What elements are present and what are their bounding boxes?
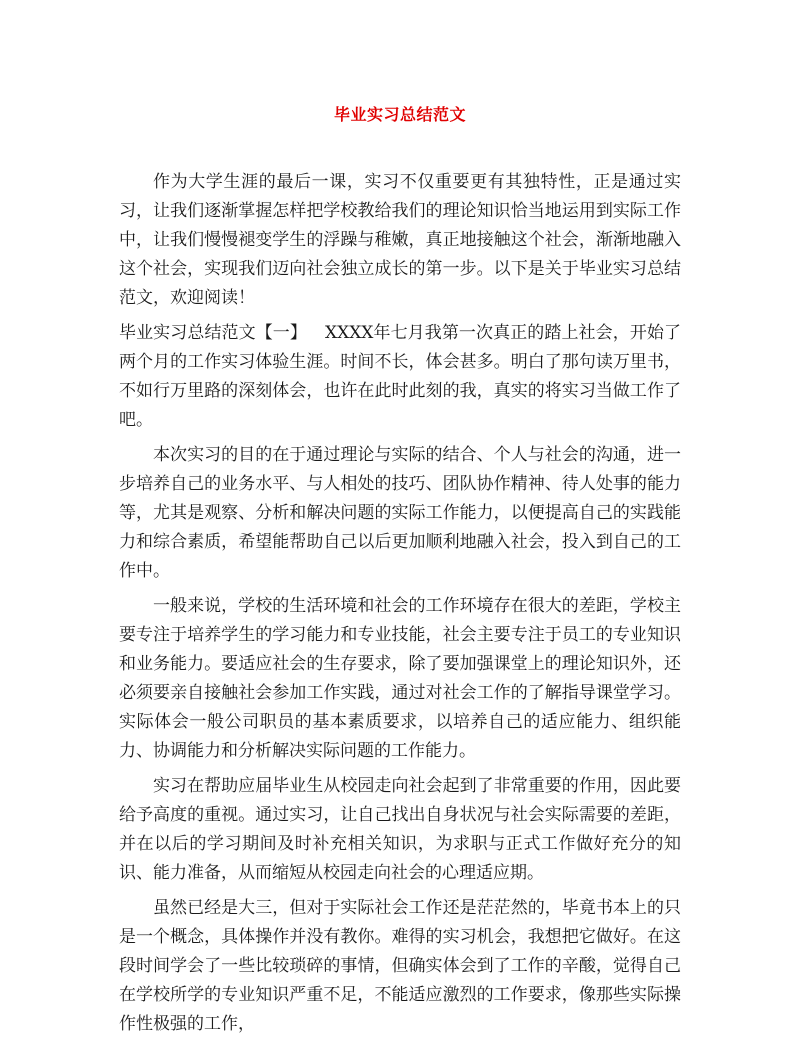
section-heading: 毕业实习总结范文【一】 xyxy=(119,323,307,343)
section-first-text: XXXX年七月我第一次真正的踏上社会，开始了两个月的工作实习体验生涯。时间不长，体会甚多。明白了那句读万里书，不如行万里路的深刻体会，也许在此时此刻的我，真实的将实习当做工作了吧。 xyxy=(119,323,681,430)
body-paragraph: 本次实习的目的在于通过理论与实际的结合、个人与社会的沟通，进一步培养自己的业务水平、与人相处的技巧、团队协作精神、待人处事的能力等，尤其是观察、分析和解决问题的实际工作能力，以便提高自己的实践能力和综合素质，希望能帮助自己以后更加顺利地融入社会，投入到自己的工作中。 xyxy=(119,445,681,581)
body-paragraph: 一般来说，学校的生活环境和社会的工作环境存在很大的差距，学校主要专注于培养学生的学习能力和专业技能，社会主要专注于员工的专业知识和业务能力。要适应社会的生存要求，除了要加强课堂上的理论知识外，还必须要亲自接触社会参加工作实践，通过对社会工作的了解指导课堂学习。实际体会一般公司职员的基本素质要求，以培养自己的适应能力、组织能力、协调能力和分析解决实际问题的工作能力。 xyxy=(119,596,681,761)
intro-paragraph: 作为大学生涯的最后一课，实习不仅重要更有其独特性，正是通过实习，让我们逐渐掌握怎样把学校教给我们的理论知识恰当地运用到实际工作中，让我们慢慢褪变学生的浮躁与稚嫩，真正地接触这个社会，渐渐地融入这个社会，实现我们迈向社会独立成长的第一步。以下是关于毕业实习总结范文，欢迎阅读！ xyxy=(119,172,681,308)
document-body xyxy=(119,168,681,1045)
body-paragraph: 虽然已经是大三，但对于实际社会工作还是茫茫然的，毕竟书本上的只是一个概念，具体操作并没有教你。难得的实习机会，我想把它做好。在这段时间学会了一些比较琐碎的事情，但确实体会到了工作的辛酸，觉得自己在学校所学的专业知识严重不足，不能适应激烈的工作要求，像那些实际操作性极强的工作， xyxy=(119,898,681,1034)
body-paragraph: 实习在帮助应届毕业生从校园走向社会起到了非常重要的作用，因此要给予高度的重视。通过实习，让自己找出自身状况与社会实际需要的差距，并在以后的学习期间及时补充相关知识，为求职与正式工作做好充分的知识、能力准备，从而缩短从校园走向社会的心理适应期。 xyxy=(119,776,681,883)
document-title: 毕业实习总结范文 xyxy=(333,105,466,124)
section-one-paragraph xyxy=(119,319,681,435)
